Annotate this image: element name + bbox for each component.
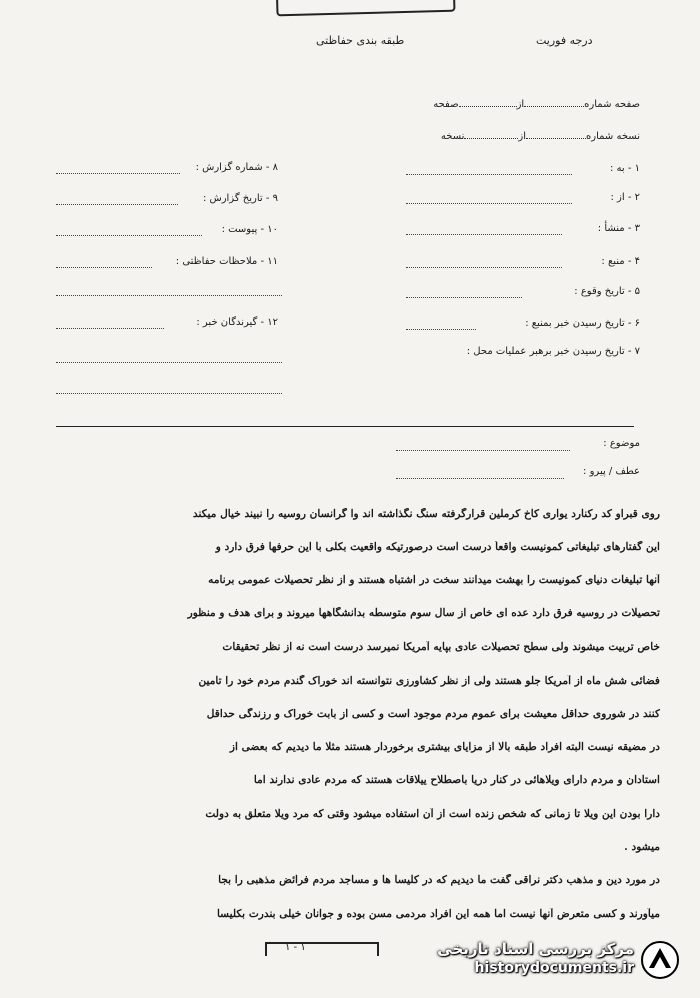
body-line: کنند در شوروی حداقل معیشت برای عموم مردم موجود است و کسی از بابت خوراک و رزندگی حداقل [206,708,660,720]
fill-line [464,130,518,139]
page-number: ۱ - ۱ [285,942,306,953]
fill-line [56,328,164,329]
field-attachment: ۱۰ - پیوست : [221,224,278,235]
body-line: میشود . [624,841,660,853]
copy-suffix: نسخه [440,131,465,142]
field-security-notes: ۱۱ - ملاحظات حفاظتی : [175,256,278,267]
field-leader-receipt-date: ۷ - تاریخ رسیدن خبر برهبر عملیات محل : [466,346,640,357]
classification-label: طبقه بندی حفاظتی [316,34,405,47]
field-report-number: ۸ - شماره گزارش : [195,162,278,173]
fill-line [406,329,476,330]
body-line: استادان و مردم دارای ویلاهائی در کنار دریا باصطلاح ییلاقات هستند که مردم عادی ندارند اما [253,774,660,786]
field-source: ۴ - منبع : [601,256,640,267]
copy-number-label: نسخه شماره [586,131,640,142]
reference-fill-line [396,478,564,479]
classification-stamp [276,0,456,16]
field-origin: ۳ - منشأ : [597,223,640,234]
of-label: از [518,131,527,142]
page-number-label: صفحه شماره [584,99,640,110]
fill-line [406,174,572,175]
priority-label: درجه فوریت [536,34,593,47]
body-line: فضائی شش ماه از آمریکا جلو هستند ولی از نظر کشاورزی نتوانسته اند خوراک گندم مردم خود را تامین [198,675,660,687]
fill-line [56,295,282,296]
body-line: آنها تبلیغات دنیای کمونیست را بهشت میدانند سخت در اشتباه هستند و از نظر تحصیلات عمومی برنامه [208,574,660,586]
field-to: ۱ - به : [609,163,640,174]
fill-line [526,130,586,139]
field-from: ۲ - از : [610,192,640,203]
body-line: این گفتارهای تبلیغاتی کمونیست واقعاً درست است درصورتیکه واقعیت بکلی با این حرفها فرق دارد و [215,541,660,553]
archive-logo-icon [640,940,680,980]
field-source-receipt-date: ۶ - تاریخ رسیدن خبر بمنبع : [525,318,640,329]
watermark-url: historydocuments.ir [474,960,634,976]
watermark [437,940,634,976]
body-line: تحصیلات در روسیه فرق دارد عده ای خاص از سال سوم متوسطه بدانشگاهها میروند و برای هدف و منظور [187,607,660,619]
page-number-field [433,98,640,110]
watermark-name: مرکز بررسی اسناد تاریخی [437,940,634,958]
copy-number-field [441,130,640,142]
body-line: روی قبراو کد رکنارد یواری کاخ کرملین قرارگرفته سنگ نگذاشته اند وا گرانسان روسیه را نبیند خیال میکند [192,508,660,520]
subject-label: موضوع : [603,438,640,449]
page-number-box [265,942,379,956]
body-line: خاص تربیت میشوند ولی سطح تحصیلات عادی بپایه آمریکا نمیرسد درست است نه از نظر تحقیقات [222,641,660,653]
field-report-date: ۹ - تاریخ گزارش : [202,193,278,204]
page-suffix: صفحه [433,99,459,110]
fill-line [56,362,282,363]
fill-line [56,204,178,205]
fill-line [524,98,584,107]
fill-line [406,297,522,298]
fill-line [406,234,562,235]
body-line: در مورد دین و مذهب دکتر نراقی گفت ما دیدیم که در کلیسا ها و مساجد مردم فرائض مذهبی را بجا [218,874,660,886]
reference-label: عطف / پیرو : [583,466,640,477]
field-recipients: ۱۲ - گیرندگان خبر : [196,317,278,328]
body-line: دارا بودن این ویلا تا زمانی که شخص زنده است از آن استفاده میشود وقتی که مرد ویلا متعلق به دولت [205,808,660,820]
field-occurrence-date: ۵ - تاریخ وقوع : [574,286,640,297]
fill-line [459,98,517,107]
fill-line [56,393,282,394]
fill-line [406,267,562,268]
fill-line [56,173,180,174]
body-line: در مضیقه نیست البته افراد طبقه بالا از مزایای بیشتری برخوردار هستند مثلا ما دیدیم که بعضی از [229,741,660,753]
fill-line [56,235,202,236]
body-line: میآورند و کسی متعرض آنها نیست اما همه این افراد مردمی مسن بوده و جوانان خیلی بندرت بکلیسا [216,908,660,920]
fill-line [406,203,572,204]
of-label: از [516,99,525,110]
subject-fill-line [396,450,570,451]
fill-line [56,267,152,268]
section-divider [56,426,634,427]
